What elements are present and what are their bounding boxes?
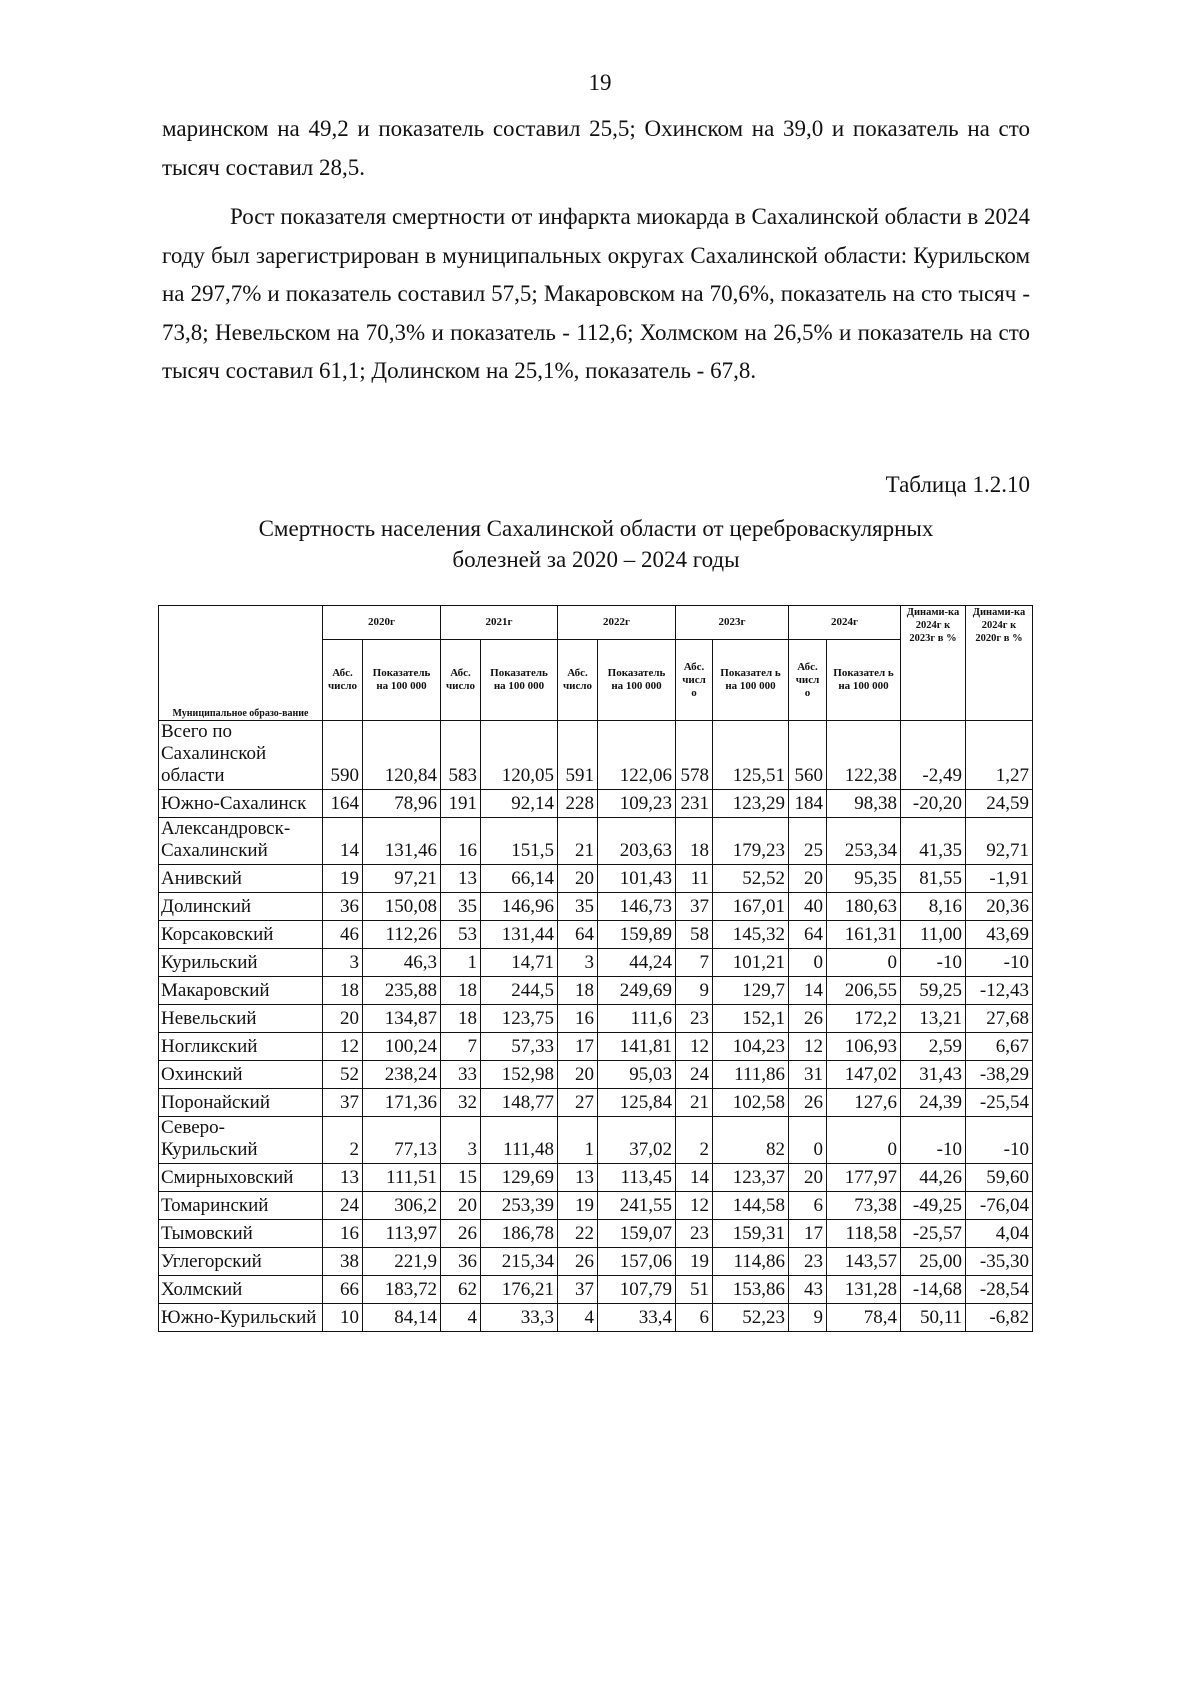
cell-value: 24 — [676, 1061, 713, 1089]
table-row — [159, 977, 1033, 1005]
table-title — [162, 513, 1030, 575]
cell-value: 146,96 — [481, 893, 558, 921]
table-row — [159, 1164, 1033, 1192]
cell-value: 18 — [441, 1005, 481, 1033]
cell-value: 43 — [789, 1276, 827, 1304]
mortality-table — [158, 605, 1033, 1332]
cell-value: 7 — [676, 949, 713, 977]
cell-municipality: Холмский — [159, 1276, 323, 1304]
cell-value: 152,98 — [481, 1061, 558, 1089]
column-header-rate: Показател ь на 100 000 — [713, 640, 789, 721]
cell-value: 578 — [676, 721, 713, 790]
cell-value: 0 — [789, 1117, 827, 1164]
cell-value: 228 — [558, 790, 598, 818]
cell-value: 64 — [558, 921, 598, 949]
cell-municipality: Невельский — [159, 1005, 323, 1033]
cell-value: 161,31 — [827, 921, 901, 949]
cell-value: 12 — [323, 1033, 363, 1061]
cell-value: 147,02 — [827, 1061, 901, 1089]
cell-value: 131,28 — [827, 1276, 901, 1304]
cell-municipality: Южно-Сахалинск — [159, 790, 323, 818]
cell-municipality: Анивский — [159, 865, 323, 893]
cell-value: -10 — [901, 1117, 966, 1164]
cell-value: 235,88 — [363, 977, 441, 1005]
cell-value: 1 — [441, 949, 481, 977]
table-row — [159, 1304, 1033, 1332]
column-header-dynamics-2020: Динами-ка 2024г к 2020г в % — [966, 606, 1033, 721]
cell-value: -1,91 — [966, 865, 1033, 893]
cell-value: 95,03 — [598, 1061, 676, 1089]
cell-value: 66 — [323, 1276, 363, 1304]
column-header-abs: Абс. число — [323, 640, 363, 721]
cell-value: 141,81 — [598, 1033, 676, 1061]
cell-value: 150,08 — [363, 893, 441, 921]
cell-value: 129,7 — [713, 977, 789, 1005]
cell-value: 31,43 — [901, 1061, 966, 1089]
cell-value: -6,82 — [966, 1304, 1033, 1332]
cell-value: 20,36 — [966, 893, 1033, 921]
cell-value: 24,59 — [966, 790, 1033, 818]
cell-value: 591 — [558, 721, 598, 790]
cell-value: 157,06 — [598, 1248, 676, 1276]
cell-value: 41,35 — [901, 818, 966, 865]
table-number: Таблица 1.2.10 — [885, 472, 1030, 497]
cell-value: 33 — [441, 1061, 481, 1089]
cell-value: 123,75 — [481, 1005, 558, 1033]
cell-value: 167,01 — [713, 893, 789, 921]
table-row — [159, 1089, 1033, 1117]
cell-value: 131,44 — [481, 921, 558, 949]
cell-value: 37 — [323, 1089, 363, 1117]
cell-value: 50,11 — [901, 1304, 966, 1332]
cell-value: 253,34 — [827, 818, 901, 865]
cell-value: 62 — [441, 1276, 481, 1304]
cell-value: 73,38 — [827, 1192, 901, 1220]
cell-value: 180,63 — [827, 893, 901, 921]
cell-value: 238,24 — [363, 1061, 441, 1089]
cell-value: 15 — [441, 1164, 481, 1192]
cell-value: 52,23 — [713, 1304, 789, 1332]
cell-value: 172,2 — [827, 1005, 901, 1033]
cell-value: 9 — [789, 1304, 827, 1332]
cell-value: 148,77 — [481, 1089, 558, 1117]
cell-value: 44,26 — [901, 1164, 966, 1192]
cell-value: 21 — [676, 1089, 713, 1117]
table-row — [159, 790, 1033, 818]
cell-value: 9 — [676, 977, 713, 1005]
cell-municipality: Северо-Курильский — [159, 1117, 323, 1164]
cell-value: 122,06 — [598, 721, 676, 790]
cell-value: 122,38 — [827, 721, 901, 790]
cell-value: 176,21 — [481, 1276, 558, 1304]
cell-value: 14 — [676, 1164, 713, 1192]
cell-value: 6,67 — [966, 1033, 1033, 1061]
cell-value: 0 — [827, 949, 901, 977]
cell-value: 12 — [676, 1192, 713, 1220]
cell-value: 25 — [789, 818, 827, 865]
cell-value: 107,79 — [598, 1276, 676, 1304]
cell-value: 249,69 — [598, 977, 676, 1005]
header-row-years — [159, 606, 1033, 640]
cell-value: -35,30 — [966, 1248, 1033, 1276]
cell-value: 0 — [789, 949, 827, 977]
cell-value: 27 — [558, 1089, 598, 1117]
cell-value: 24 — [323, 1192, 363, 1220]
cell-value: 33,3 — [481, 1304, 558, 1332]
column-header-rate: Показатель на 100 000 — [363, 640, 441, 721]
table-row — [159, 893, 1033, 921]
cell-value: 113,45 — [598, 1164, 676, 1192]
cell-municipality: Александровск-Сахалинский — [159, 818, 323, 865]
column-header-rate: Показатель на 100 000 — [481, 640, 558, 721]
table-row — [159, 1192, 1033, 1220]
cell-value: 206,55 — [827, 977, 901, 1005]
cell-municipality: Ногликский — [159, 1033, 323, 1061]
cell-municipality: Корсаковский — [159, 921, 323, 949]
cell-value: 37 — [558, 1276, 598, 1304]
cell-value: 111,6 — [598, 1005, 676, 1033]
column-header-name: Муниципальное образо-вание — [159, 606, 323, 721]
cell-value: 20 — [441, 1192, 481, 1220]
cell-value: 37 — [676, 893, 713, 921]
cell-value: 19 — [676, 1248, 713, 1276]
cell-value: 151,5 — [481, 818, 558, 865]
cell-value: 10 — [323, 1304, 363, 1332]
cell-value: 120,84 — [363, 721, 441, 790]
cell-value: 144,58 — [713, 1192, 789, 1220]
cell-value: 3 — [441, 1117, 481, 1164]
cell-value: 0 — [827, 1117, 901, 1164]
cell-value: 92,71 — [966, 818, 1033, 865]
cell-municipality: Тымовский — [159, 1220, 323, 1248]
column-header-year: 2023г — [676, 606, 789, 640]
cell-value: 20 — [323, 1005, 363, 1033]
table-row — [159, 949, 1033, 977]
cell-municipality: Всего по Сахалинской области — [159, 721, 323, 790]
cell-municipality: Охинский — [159, 1061, 323, 1089]
cell-value: 109,23 — [598, 790, 676, 818]
cell-value: 98,38 — [827, 790, 901, 818]
table-row — [159, 1248, 1033, 1276]
column-header-dynamics-2023: Динами-ка 2024г к 2023г в % — [901, 606, 966, 721]
cell-value: 40 — [789, 893, 827, 921]
cell-value: -20,20 — [901, 790, 966, 818]
cell-value: 19 — [558, 1192, 598, 1220]
cell-value: 171,36 — [363, 1089, 441, 1117]
cell-value: 46 — [323, 921, 363, 949]
cell-value: 111,86 — [713, 1061, 789, 1089]
column-header-rate: Показатель на 100 000 — [598, 640, 676, 721]
cell-value: 92,14 — [481, 790, 558, 818]
cell-value: 146,73 — [598, 893, 676, 921]
table-row — [159, 721, 1033, 790]
cell-value: 59,25 — [901, 977, 966, 1005]
table-row — [159, 1061, 1033, 1089]
cell-value: 106,93 — [827, 1033, 901, 1061]
cell-value: 153,86 — [713, 1276, 789, 1304]
cell-municipality: Томаринский — [159, 1192, 323, 1220]
paragraph: Рост показателя смертности от инфаркта миокарда в Сахалинской области в 2024 году был зарегистрирован в муниципальных округах Сахалинской области: Курильском на 297,7% и показатель составил 57,5; Макаровском на 70,6%, показатель на сто тысяч - 73,8; Невельском на 70,3% и показатель - 112,6; Холмском на 26,5% и показатель на сто тысяч составил 61,1; Долинском на 25,1%, показатель - 67,8. — [162, 204, 1030, 383]
cell-value: 306,2 — [363, 1192, 441, 1220]
cell-value: 125,51 — [713, 721, 789, 790]
cell-value: 18 — [441, 977, 481, 1005]
table-row — [159, 1005, 1033, 1033]
cell-value: 221,9 — [363, 1248, 441, 1276]
cell-value: 145,32 — [713, 921, 789, 949]
cell-value: 143,57 — [827, 1248, 901, 1276]
cell-value: 18 — [676, 818, 713, 865]
cell-value: 25,00 — [901, 1248, 966, 1276]
cell-value: 21 — [558, 818, 598, 865]
cell-value: 95,35 — [827, 865, 901, 893]
cell-value: 560 — [789, 721, 827, 790]
column-header-year: 2021г — [441, 606, 558, 640]
cell-value: 2,59 — [901, 1033, 966, 1061]
cell-value: 14 — [789, 977, 827, 1005]
cell-value: 159,89 — [598, 921, 676, 949]
cell-value: 184 — [789, 790, 827, 818]
cell-value: -25,54 — [966, 1089, 1033, 1117]
cell-value: 78,4 — [827, 1304, 901, 1332]
cell-value: 123,37 — [713, 1164, 789, 1192]
column-header-abs: Абс. числ о — [789, 640, 827, 721]
cell-value: 26 — [558, 1248, 598, 1276]
cell-value: 22 — [558, 1220, 598, 1248]
cell-value: 6 — [676, 1304, 713, 1332]
cell-value: -25,57 — [901, 1220, 966, 1248]
cell-value: 20 — [789, 865, 827, 893]
cell-value: 31 — [789, 1061, 827, 1089]
column-header-year: 2020г — [323, 606, 441, 640]
cell-value: -38,29 — [966, 1061, 1033, 1089]
cell-value: -2,49 — [901, 721, 966, 790]
cell-value: 1 — [558, 1117, 598, 1164]
column-header-year: 2022г — [558, 606, 676, 640]
cell-value: 36 — [441, 1248, 481, 1276]
table-row — [159, 865, 1033, 893]
cell-value: 57,33 — [481, 1033, 558, 1061]
cell-value: -28,54 — [966, 1276, 1033, 1304]
cell-value: 23 — [676, 1005, 713, 1033]
cell-value: 186,78 — [481, 1220, 558, 1248]
cell-value: 35 — [441, 893, 481, 921]
cell-value: 16 — [558, 1005, 598, 1033]
cell-value: -49,25 — [901, 1192, 966, 1220]
cell-value: 111,48 — [481, 1117, 558, 1164]
paragraph: маринском на 49,2 и показатель составил 25,5; Охинском на 39,0 и показатель на сто тысяч составил 28,5. — [162, 116, 1030, 180]
cell-value: 26 — [789, 1089, 827, 1117]
column-header-abs: Абс. число — [441, 640, 481, 721]
cell-value: 131,46 — [363, 818, 441, 865]
cell-value: 17 — [789, 1220, 827, 1248]
cell-value: 12 — [676, 1033, 713, 1061]
cell-value: 16 — [323, 1220, 363, 1248]
cell-value: 113,97 — [363, 1220, 441, 1248]
table-row — [159, 1220, 1033, 1248]
cell-value: 12 — [789, 1033, 827, 1061]
cell-value: 82 — [713, 1117, 789, 1164]
cell-municipality: Макаровский — [159, 977, 323, 1005]
cell-value: 104,23 — [713, 1033, 789, 1061]
table-row — [159, 818, 1033, 865]
cell-value: 1,27 — [966, 721, 1033, 790]
column-header-abs: Абс. числ о — [676, 640, 713, 721]
table-row — [159, 1276, 1033, 1304]
table-row — [159, 1033, 1033, 1061]
cell-value: 183,72 — [363, 1276, 441, 1304]
table-row — [159, 1117, 1033, 1164]
cell-municipality: Смирныховский — [159, 1164, 323, 1192]
cell-municipality: Курильский — [159, 949, 323, 977]
cell-value: 81,55 — [901, 865, 966, 893]
column-header-rate: Показател ь на 100 000 — [827, 640, 901, 721]
cell-value: 18 — [323, 977, 363, 1005]
cell-value: -10 — [901, 949, 966, 977]
cell-value: 32 — [441, 1089, 481, 1117]
cell-value: 23 — [789, 1248, 827, 1276]
cell-value: 177,97 — [827, 1164, 901, 1192]
cell-value: 2 — [323, 1117, 363, 1164]
cell-value: 26 — [789, 1005, 827, 1033]
cell-value: 118,58 — [827, 1220, 901, 1248]
table-title-line: Смертность населения Сахалинской области от цереброваскулярных — [258, 516, 934, 541]
cell-value: 33,4 — [598, 1304, 676, 1332]
cell-value: 102,58 — [713, 1089, 789, 1117]
cell-value: 52,52 — [713, 865, 789, 893]
cell-value: 11 — [676, 865, 713, 893]
cell-value: 84,14 — [363, 1304, 441, 1332]
cell-value: 111,51 — [363, 1164, 441, 1192]
cell-value: 4,04 — [966, 1220, 1033, 1248]
cell-value: 78,96 — [363, 790, 441, 818]
cell-municipality: Углегорский — [159, 1248, 323, 1276]
cell-municipality: Южно-Курильский — [159, 1304, 323, 1332]
cell-municipality: Поронайский — [159, 1089, 323, 1117]
cell-value: -10 — [966, 1117, 1033, 1164]
cell-value: 244,5 — [481, 977, 558, 1005]
cell-value: 8,16 — [901, 893, 966, 921]
cell-value: 590 — [323, 721, 363, 790]
page-number: 19 — [588, 70, 612, 95]
cell-value: 20 — [789, 1164, 827, 1192]
cell-value: 20 — [558, 865, 598, 893]
cell-value: 253,39 — [481, 1192, 558, 1220]
cell-value: 77,13 — [363, 1117, 441, 1164]
cell-value: 24,39 — [901, 1089, 966, 1117]
cell-value: 13 — [323, 1164, 363, 1192]
cell-value: 37,02 — [598, 1117, 676, 1164]
column-header-abs: Абс. число — [558, 640, 598, 721]
cell-value: 101,43 — [598, 865, 676, 893]
cell-value: 53 — [441, 921, 481, 949]
table-title-line: болезней за 2020 – 2024 годы — [452, 547, 740, 572]
cell-value: 127,6 — [827, 1089, 901, 1117]
cell-value: 191 — [441, 790, 481, 818]
cell-value: 2 — [676, 1117, 713, 1164]
cell-value: -76,04 — [966, 1192, 1033, 1220]
cell-value: 101,21 — [713, 949, 789, 977]
cell-value: 13,21 — [901, 1005, 966, 1033]
cell-value: 36 — [323, 893, 363, 921]
cell-value: 64 — [789, 921, 827, 949]
cell-value: 16 — [441, 818, 481, 865]
cell-value: 4 — [558, 1304, 598, 1332]
cell-value: 14,71 — [481, 949, 558, 977]
cell-value: -12,43 — [966, 977, 1033, 1005]
table-row — [159, 921, 1033, 949]
cell-value: 11,00 — [901, 921, 966, 949]
cell-value: 44,24 — [598, 949, 676, 977]
cell-value: 27,68 — [966, 1005, 1033, 1033]
cell-value: 43,69 — [966, 921, 1033, 949]
cell-value: 97,21 — [363, 865, 441, 893]
cell-value: 120,05 — [481, 721, 558, 790]
cell-value: 13 — [558, 1164, 598, 1192]
cell-value: 215,34 — [481, 1248, 558, 1276]
cell-value: 6 — [789, 1192, 827, 1220]
cell-value: 59,60 — [966, 1164, 1033, 1192]
cell-value: 14 — [323, 818, 363, 865]
cell-value: 7 — [441, 1033, 481, 1061]
cell-value: 203,63 — [598, 818, 676, 865]
cell-value: 134,87 — [363, 1005, 441, 1033]
cell-value: 26 — [441, 1220, 481, 1248]
cell-value: 20 — [558, 1061, 598, 1089]
cell-value: 46,3 — [363, 949, 441, 977]
cell-value: 23 — [676, 1220, 713, 1248]
cell-value: 179,23 — [713, 818, 789, 865]
cell-value: 38 — [323, 1248, 363, 1276]
cell-value: 123,29 — [713, 790, 789, 818]
cell-value: 231 — [676, 790, 713, 818]
cell-value: 19 — [323, 865, 363, 893]
cell-value: 17 — [558, 1033, 598, 1061]
cell-value: 52 — [323, 1061, 363, 1089]
cell-value: 583 — [441, 721, 481, 790]
cell-value: 164 — [323, 790, 363, 818]
cell-value: 4 — [441, 1304, 481, 1332]
cell-municipality: Долинский — [159, 893, 323, 921]
cell-value: 112,26 — [363, 921, 441, 949]
cell-value: 66,14 — [481, 865, 558, 893]
cell-value: 241,55 — [598, 1192, 676, 1220]
cell-value: 100,24 — [363, 1033, 441, 1061]
cell-value: 159,07 — [598, 1220, 676, 1248]
cell-value: 3 — [323, 949, 363, 977]
cell-value: 114,86 — [713, 1248, 789, 1276]
cell-value: 3 — [558, 949, 598, 977]
column-header-year: 2024г — [789, 606, 901, 640]
cell-value: 13 — [441, 865, 481, 893]
cell-value: 35 — [558, 893, 598, 921]
cell-value: -14,68 — [901, 1276, 966, 1304]
cell-value: 125,84 — [598, 1089, 676, 1117]
cell-value: 159,31 — [713, 1220, 789, 1248]
cell-value: 152,1 — [713, 1005, 789, 1033]
cell-value: 58 — [676, 921, 713, 949]
cell-value: 18 — [558, 977, 598, 1005]
cell-value: 129,69 — [481, 1164, 558, 1192]
cell-value: 51 — [676, 1276, 713, 1304]
cell-value: -10 — [966, 949, 1033, 977]
